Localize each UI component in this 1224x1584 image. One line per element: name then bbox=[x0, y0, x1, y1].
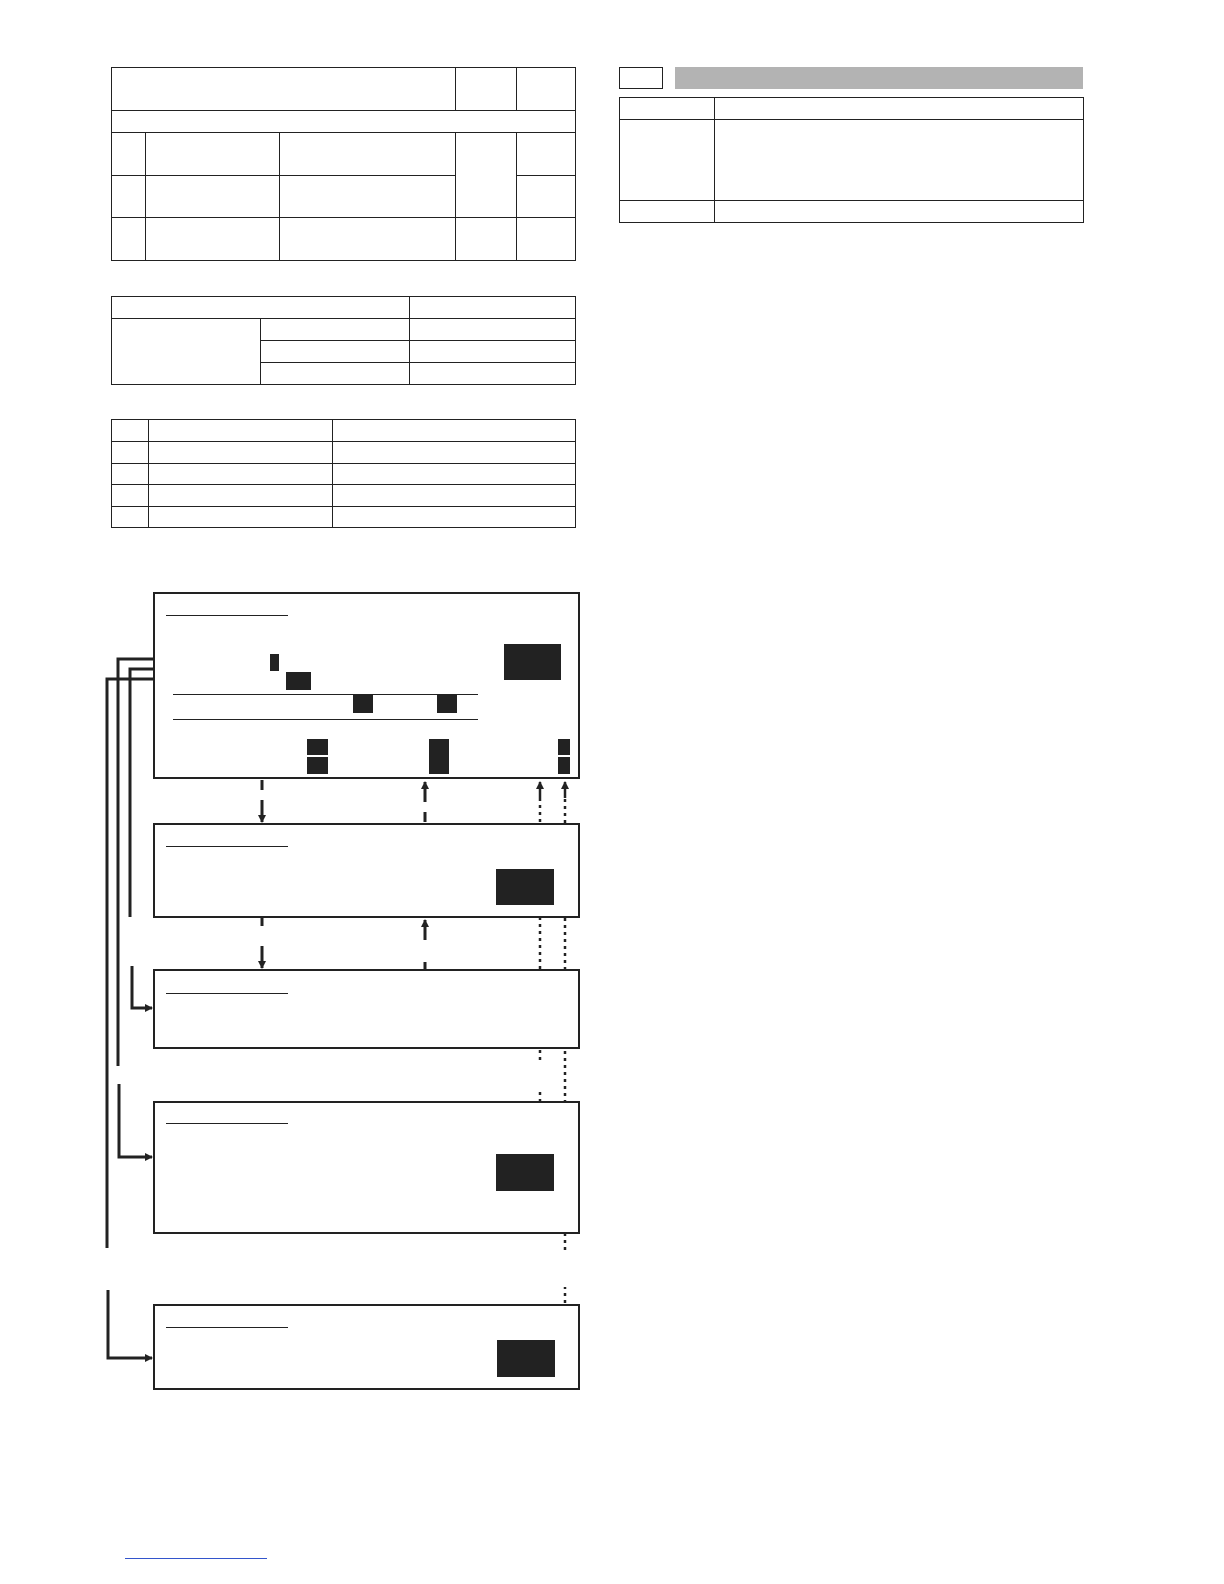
screen-5 bbox=[153, 1304, 580, 1390]
footer-link-underline[interactable] bbox=[125, 1558, 267, 1559]
value-highlight bbox=[504, 644, 561, 680]
value-highlight bbox=[353, 694, 373, 713]
arrow-to-screen-3 bbox=[132, 966, 152, 1008]
key-up-mark bbox=[307, 739, 328, 755]
key-up-mark bbox=[558, 739, 570, 755]
key-mark bbox=[429, 739, 449, 774]
screen-3 bbox=[153, 969, 580, 1049]
screen-1 bbox=[153, 592, 580, 779]
link-line-screen-3 bbox=[130, 669, 154, 917]
key-down-mark bbox=[307, 757, 328, 774]
divider bbox=[173, 694, 478, 695]
divider bbox=[173, 719, 478, 720]
value-highlight bbox=[496, 1154, 554, 1191]
screen-title-underline bbox=[166, 993, 288, 994]
key-down-mark bbox=[558, 757, 570, 774]
screen-title-underline bbox=[166, 846, 288, 847]
value-highlight bbox=[437, 694, 457, 713]
cursor-mark bbox=[270, 654, 279, 671]
value-highlight bbox=[497, 1340, 555, 1377]
value-highlight bbox=[286, 672, 311, 690]
screen-4 bbox=[153, 1101, 580, 1234]
arrow-to-screen-5 bbox=[108, 1290, 152, 1358]
screen-title-underline bbox=[166, 1327, 288, 1328]
screen-title-underline bbox=[166, 1123, 288, 1124]
arrow-to-screen-4 bbox=[119, 1084, 152, 1157]
screen-2 bbox=[153, 823, 580, 918]
link-line-screen-2 bbox=[118, 659, 154, 1066]
value-highlight bbox=[496, 869, 554, 905]
screen-title-underline bbox=[166, 615, 288, 616]
